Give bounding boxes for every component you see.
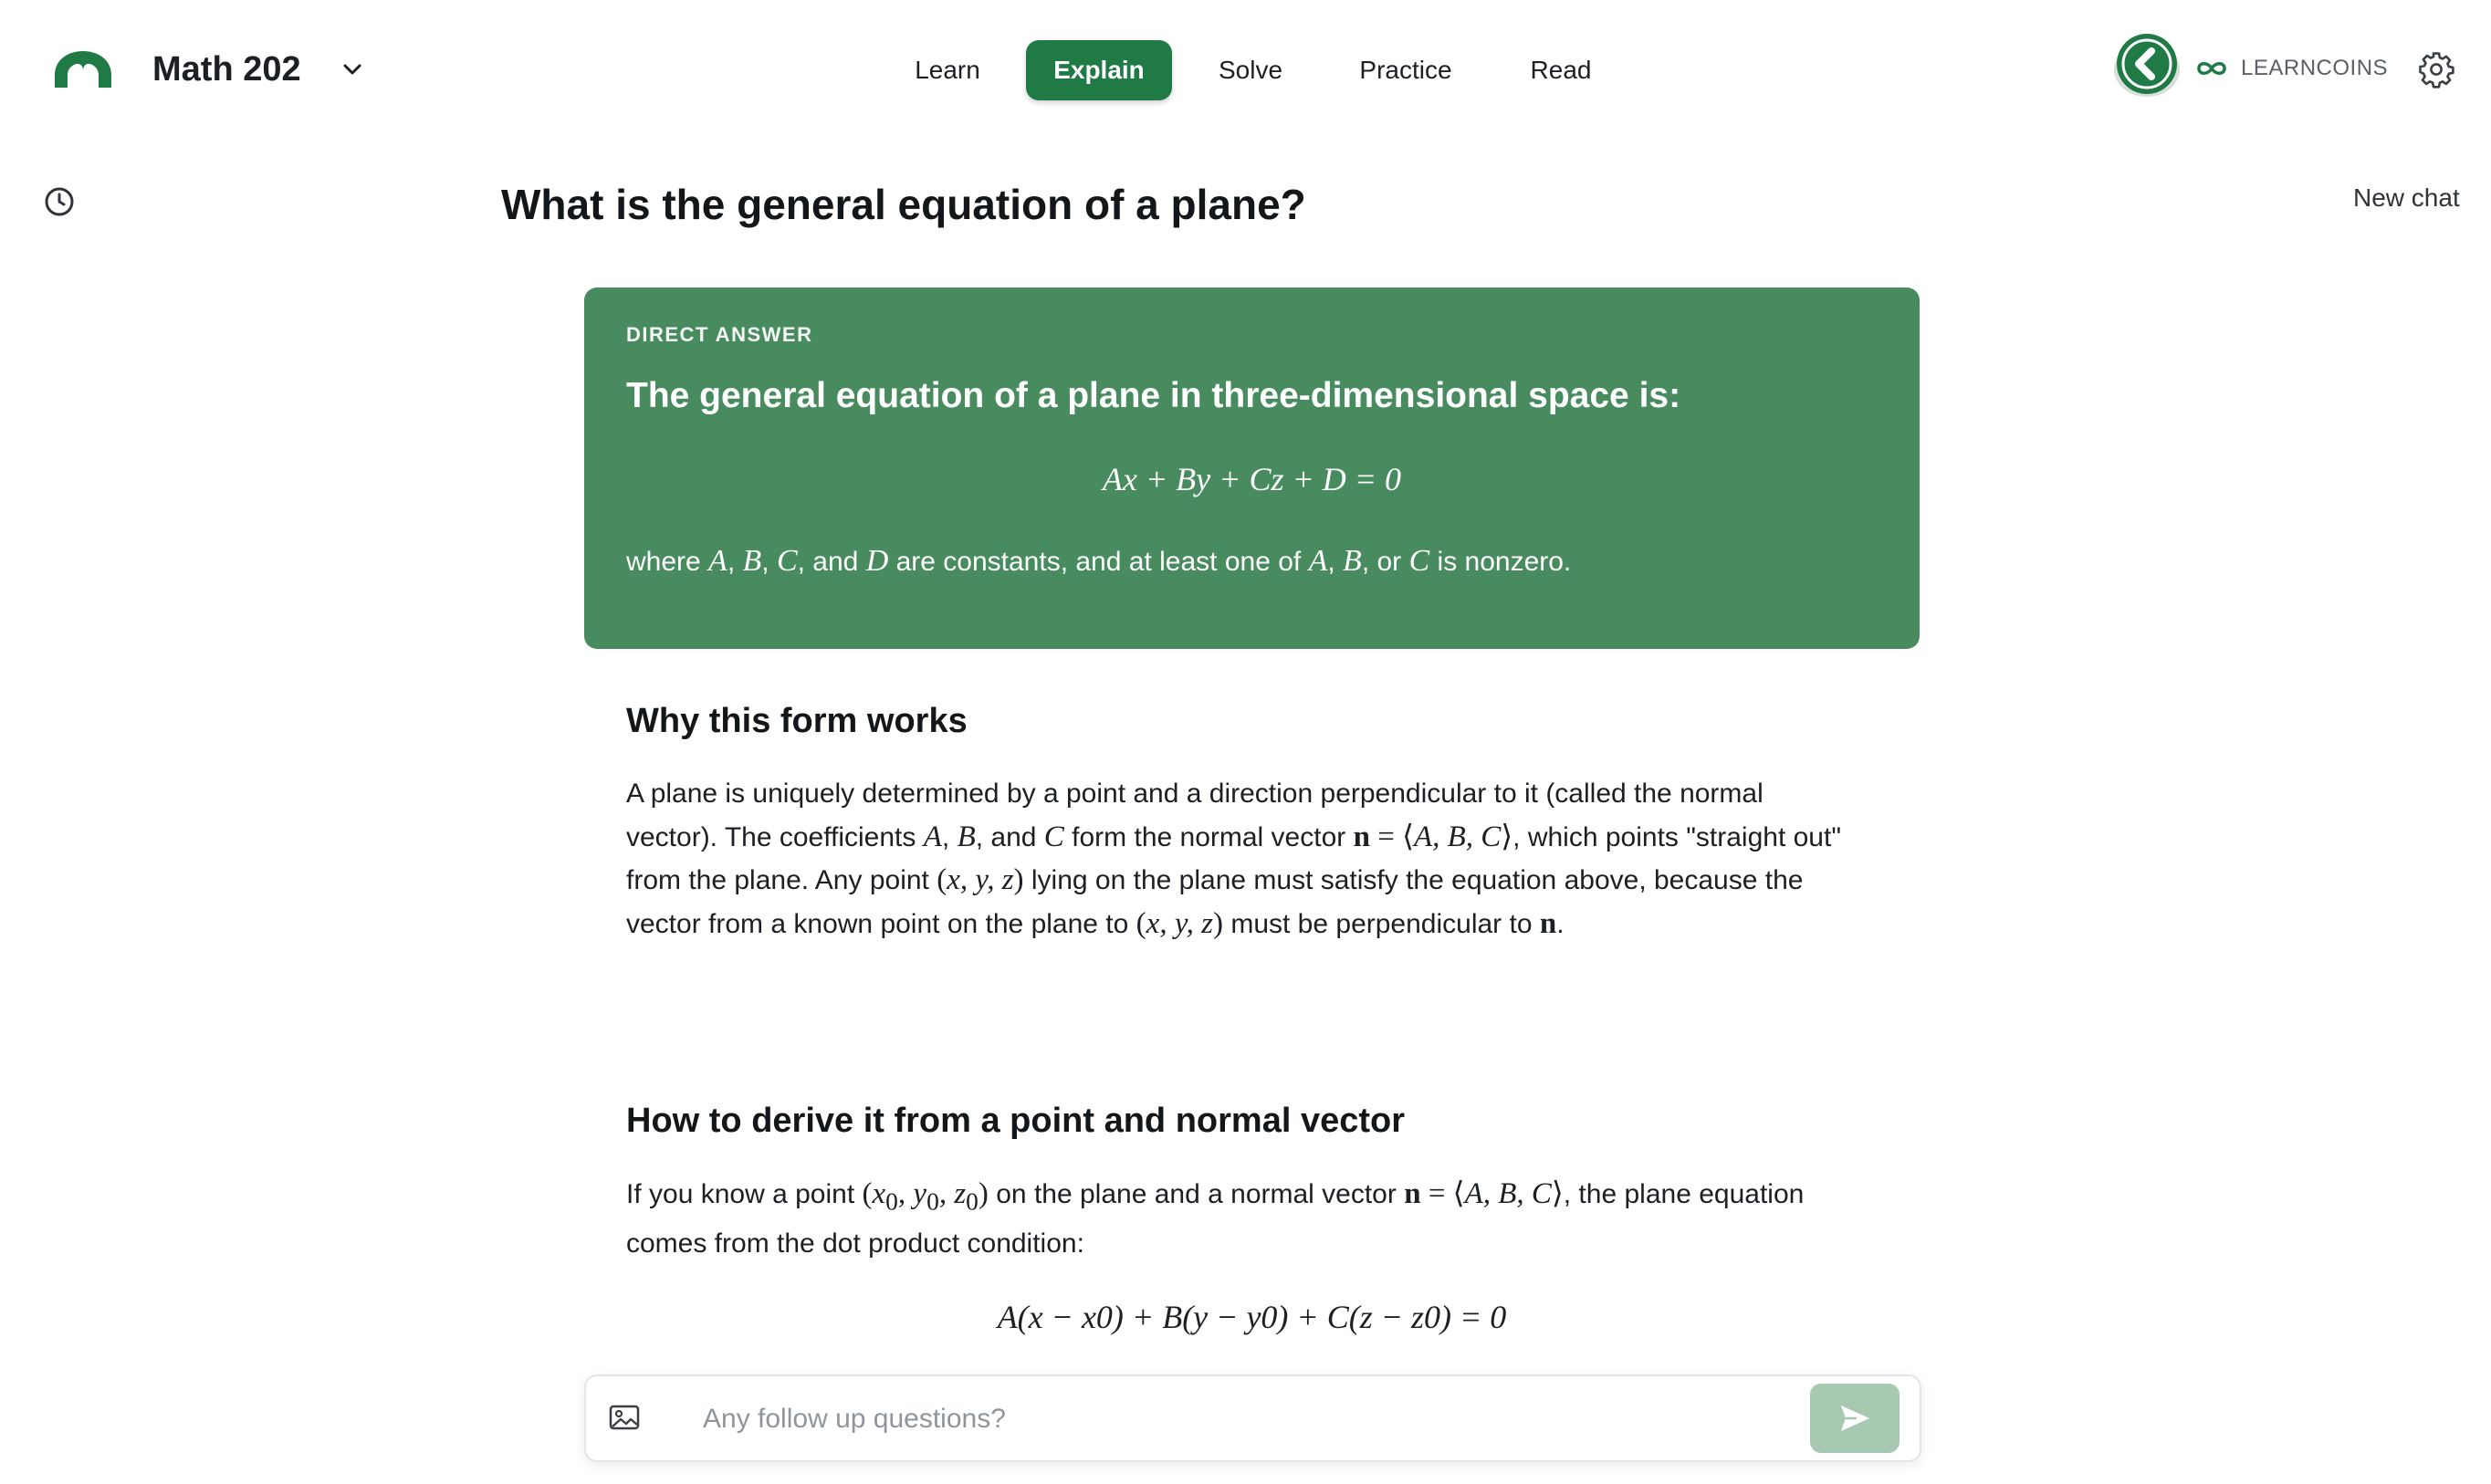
- answer-equation: Ax + By + Cz + D = 0: [1102, 461, 1402, 497]
- tab-read[interactable]: Read: [1530, 56, 1592, 84]
- tab-solve[interactable]: Solve: [1218, 56, 1283, 84]
- derive-equation: A(x − x0) + B(y − y0) + C(z − z0) = 0: [997, 1299, 1507, 1335]
- answer-label: DIRECT ANSWER: [626, 323, 813, 346]
- tab-explain[interactable]: Explain: [1026, 40, 1172, 100]
- question-title: What is the general equation of a plane?: [501, 181, 1306, 228]
- coin-badge-icon[interactable]: [2111, 33, 2182, 99]
- tab-learn[interactable]: Learn: [915, 56, 980, 84]
- send-icon: [1838, 1403, 1871, 1434]
- infinity-icon: [2194, 57, 2229, 80]
- follow-up-input[interactable]: [701, 1393, 1800, 1446]
- learncoins-label[interactable]: LEARNCOINS: [2241, 56, 2389, 80]
- section-title-why: Why this form works: [626, 702, 968, 740]
- section-title-derive: How to derive it from a point and normal vector: [626, 1102, 1405, 1140]
- tab-practice[interactable]: Practice: [1359, 56, 1452, 84]
- send-button[interactable]: [1810, 1384, 1900, 1453]
- section-paragraph-why: A plane is uniquely determined by a point and a direction perpendicular to it (called the normal vector). The coefficients A, B, and C form the normal vector n = ⟨A, B, C⟩, which points "straight out" from the plane. Any point (x, y, z) lying on the plane must satisfy the equation above, because the vector from a known point on the plane to (x, y, z) must be perpendicular to n.: [626, 779, 1841, 940]
- answer-headline: The general equation of a plane in three-dimensional space is:: [626, 376, 1681, 415]
- gear-icon[interactable]: [2417, 50, 2455, 89]
- new-chat-button[interactable]: New chat: [2353, 183, 2460, 212]
- section-paragraph-derive: If you know a point ($x_0$, $y_0$, $z_0$) on the plane and a normal vector n = ⟨A, B, C⟩, the plane equation comes from the dot product condition:: [626, 1177, 1805, 1259]
- image-icon[interactable]: [608, 1402, 641, 1433]
- direct-answer-card: [584, 287, 1920, 649]
- clock-icon[interactable]: [43, 185, 76, 218]
- follow-up-composer: [584, 1374, 1921, 1462]
- course-title[interactable]: Math 202: [152, 50, 301, 89]
- answer-note: where A, B, C, and D are constants, and at least one of A, B, or C is nonzero.: [626, 544, 1572, 578]
